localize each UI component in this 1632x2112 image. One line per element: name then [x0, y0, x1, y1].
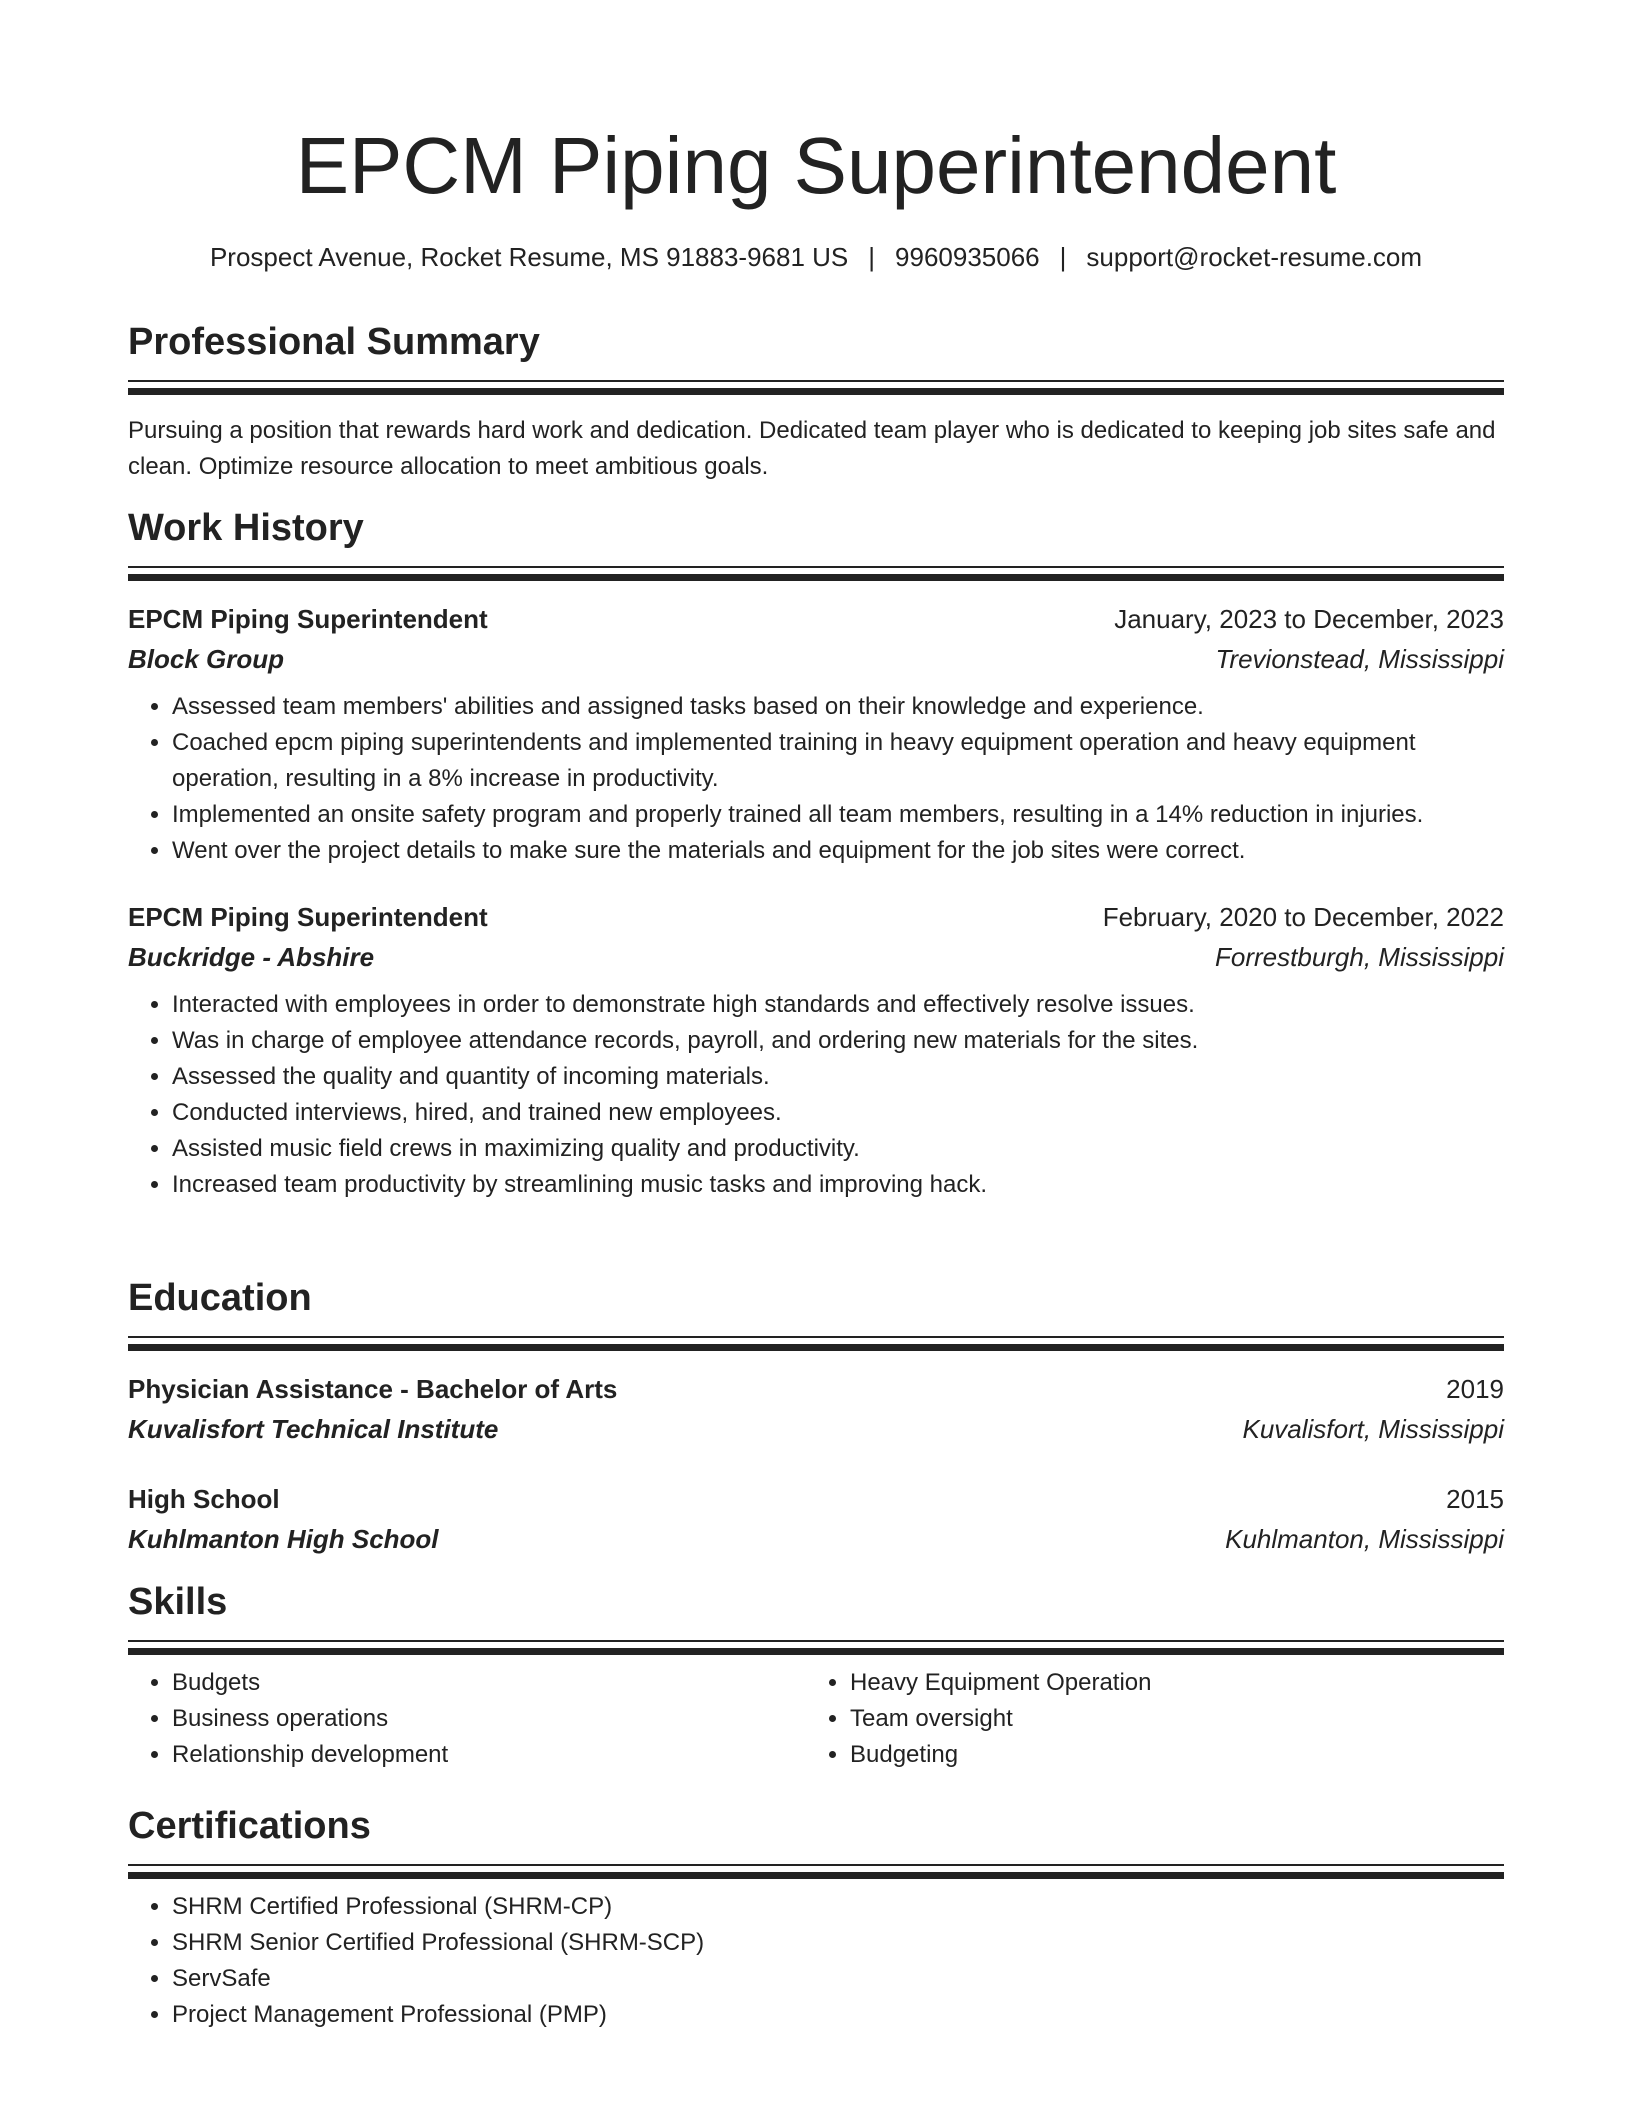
skill-item: • Team oversight	[850, 1701, 1484, 1737]
job-entry	[128, 599, 1504, 869]
job-location: Forrestburgh, Mississippi	[1215, 942, 1504, 972]
section-rule	[128, 1640, 1504, 1642]
education-degree: Physician Assistance - Bachelor of Arts	[128, 1374, 618, 1404]
job-bullet: • Interacted with employees in order to demonstrate high standards and effectively resolve issues.	[172, 987, 1504, 1023]
job-bullet: • Assessed team members' abilities and assigned tasks based on their knowledge and experience.	[172, 689, 1504, 725]
job-bullet: • Went over the project details to make sure the materials and equipment for the job sites were correct.	[172, 833, 1504, 869]
contact-separator: |	[1059, 242, 1067, 272]
certifications-list	[128, 1889, 1504, 2033]
contact-separator: |	[868, 242, 876, 272]
job-bullets	[128, 987, 1504, 1203]
section-rule-thick	[128, 388, 1504, 395]
job-bullets	[128, 689, 1504, 869]
summary-section	[128, 318, 1504, 485]
section-rule	[128, 1864, 1504, 1866]
job-bullet: • Assisted music field crews in maximizing quality and productivity.	[172, 1131, 1504, 1167]
contact-address: Prospect Avenue, Rocket Resume, MS 91883-9681 US	[209, 242, 849, 272]
education-year: 2019	[1446, 1374, 1504, 1404]
job-dates: January, 2023 to December, 2023	[1114, 604, 1504, 634]
job-bullet: • Coached epcm piping superintendents and implemented training in heavy equipment operation and heavy equipment operation, resulting in a 8% increase in productivity.	[172, 725, 1504, 797]
skill-item: • Budgets	[172, 1665, 806, 1701]
education-section	[128, 1274, 1504, 1559]
section-rule	[128, 380, 1504, 382]
education-school: Kuvalisfort Technical Institute	[128, 1414, 499, 1444]
skills-section	[128, 1578, 1504, 1773]
skill-item: • Budgeting	[850, 1737, 1484, 1773]
section-title-summary: Professional Summary	[128, 321, 540, 363]
section-rule-thick	[128, 1872, 1504, 1879]
contact-line	[128, 240, 1504, 274]
education-location: Kuvalisfort, Mississippi	[1242, 1414, 1504, 1444]
education-location: Kuhlmanton, Mississippi	[1225, 1524, 1504, 1554]
skills-column-right	[806, 1665, 1484, 1773]
certification-item: • SHRM Senior Certified Professional (SHRM-SCP)	[172, 1925, 1504, 1961]
job-bullet: • Was in charge of employee attendance records, payroll, and ordering new materials for the sites.	[172, 1023, 1504, 1059]
job-bullet: • Assessed the quality and quantity of incoming materials.	[172, 1059, 1504, 1095]
skills-list	[128, 1665, 806, 1773]
skill-item: • Business operations	[172, 1701, 806, 1737]
job-location: Trevionstead, Mississippi	[1215, 644, 1504, 674]
job-company: Block Group	[128, 644, 285, 674]
skills-columns	[128, 1665, 1504, 1773]
education-header-row	[128, 1479, 1504, 1519]
section-rule	[128, 1336, 1504, 1338]
candidate-name: EPCM Piping Superintendent	[295, 121, 1337, 210]
job-dates: February, 2020 to December, 2022	[1102, 902, 1504, 932]
section-title-work: Work History	[128, 507, 364, 549]
education-school: Kuhlmanton High School	[128, 1524, 439, 1554]
job-bullet: • Conducted interviews, hired, and trained new employees.	[172, 1095, 1504, 1131]
job-bullet: • Implemented an onsite safety program and properly trained all team members, resulting in a 14% reduction in injuries.	[172, 797, 1504, 833]
certifications-section	[128, 1802, 1504, 2033]
education-entry	[128, 1369, 1504, 1449]
education-entry	[128, 1479, 1504, 1559]
skill-item: • Relationship development	[172, 1737, 806, 1773]
job-title: EPCM Piping Superintendent	[128, 902, 488, 932]
contact-phone: 9960935066	[895, 242, 1040, 272]
section-rule-thick	[128, 574, 1504, 581]
job-title: EPCM Piping Superintendent	[128, 604, 488, 634]
section-title-education: Education	[128, 1277, 312, 1319]
education-header-row	[128, 1369, 1504, 1409]
education-year: 2015	[1446, 1484, 1504, 1514]
section-rule	[128, 566, 1504, 568]
job-company-row	[128, 937, 1504, 977]
job-company: Buckridge - Abshire	[128, 942, 375, 972]
education-school-row	[128, 1519, 1504, 1559]
job-header-row	[128, 897, 1504, 937]
skills-list	[806, 1665, 1484, 1773]
education-school-row	[128, 1409, 1504, 1449]
contact-email: support@rocket-resume.com	[1086, 242, 1423, 272]
work-history-section	[128, 504, 1504, 1203]
section-rule-thick	[128, 1344, 1504, 1351]
certification-item: • Project Management Professional (PMP)	[172, 1997, 1504, 2033]
certification-item: • SHRM Certified Professional (SHRM-CP)	[172, 1889, 1504, 1925]
job-entry	[128, 897, 1504, 1203]
section-rule-thick	[128, 1648, 1504, 1655]
section-title-skills: Skills	[128, 1581, 228, 1623]
job-company-row	[128, 639, 1504, 679]
job-bullet: • Increased team productivity by streamlining music tasks and improving hack.	[172, 1167, 1504, 1203]
skills-column-left	[128, 1665, 806, 1773]
certification-item: • ServSafe	[172, 1961, 1504, 1997]
section-title-certifications: Certifications	[128, 1805, 371, 1847]
job-header-row	[128, 599, 1504, 639]
education-degree: High School	[128, 1484, 280, 1514]
summary-text: Pursuing a position that rewards hard work and dedication. Dedicated team player who is dedicated to keeping job sites safe and clean. Optimize resource allocation to meet ambitious goals.	[128, 417, 1496, 480]
skill-item: • Heavy Equipment Operation	[850, 1665, 1484, 1701]
